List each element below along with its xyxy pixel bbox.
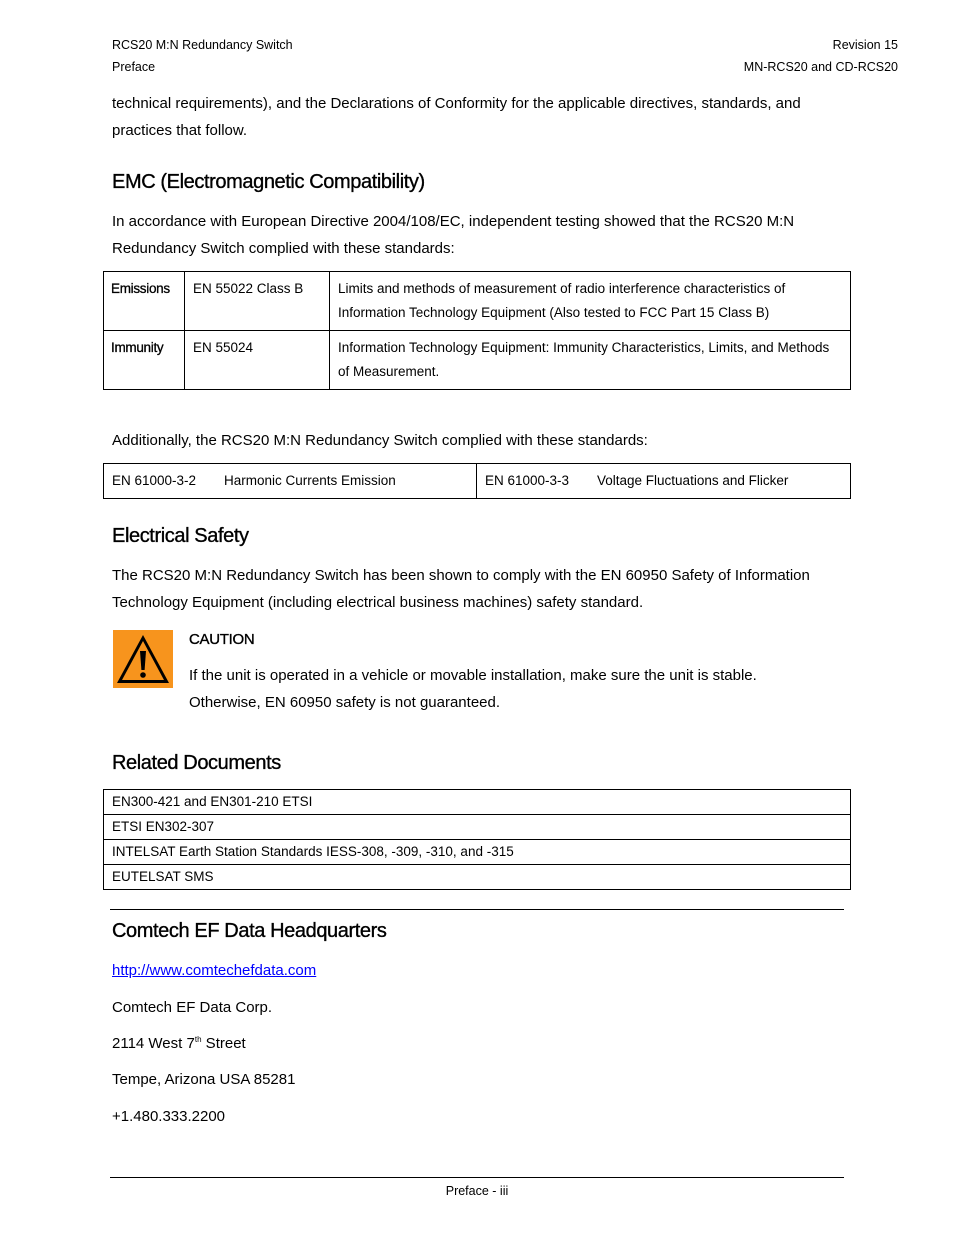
- header-revision: Revision 15: [832, 38, 898, 52]
- related-documents-table: [103, 789, 851, 890]
- additional-paragraph: Additionally, the RCS20 M:N Redundancy Switch complied with these standards:: [112, 432, 648, 449]
- related-document-item: EN300-421 and EN301-210 ETSI: [104, 790, 851, 815]
- table-row: [104, 464, 851, 499]
- hq-phone: +1.480.333.2200: [112, 1108, 226, 1125]
- additional-standard-description: Voltage Fluctuations and Flicker: [597, 473, 789, 488]
- emc-row-description: Limits and methods of measurement of radio interference characteristics of Information Technology Equipment (Also tested to FCC Part 15 Class B): [330, 272, 851, 331]
- hq-heading: Comtech EF Data Headquarters: [112, 920, 387, 942]
- header-doc-number: MN-RCS20 and CD-RCS20: [743, 60, 898, 74]
- additional-standard-code: EN 61000-3-3: [485, 473, 570, 488]
- intro-paragraph: technical requirements), and the Declarations of Conformity for the applicable directives, standards, and practices that follow.: [112, 95, 801, 139]
- hq-website-link[interactable]: http://www.comtechefdata.com: [112, 962, 317, 979]
- emc-row-standard: EN 55022 Class B: [185, 272, 330, 331]
- hq-street-ordinal: th: [194, 1035, 202, 1044]
- hq-street-prefix: 2114 West 7: [112, 1035, 195, 1052]
- hq-company: Comtech EF Data Corp.: [112, 999, 273, 1016]
- related-document-item: ETSI EN302-307: [104, 815, 851, 840]
- additional-standard-cell: [477, 464, 851, 499]
- footer-page-label: Preface - iii: [445, 1184, 509, 1198]
- related-document-item: EUTELSAT SMS: [104, 865, 851, 890]
- caution-title: CAUTION: [189, 631, 255, 648]
- emc-row-label: Immunity: [104, 331, 185, 390]
- caution-text: If the unit is operated in a vehicle or movable installation, make sure the unit is stable. Otherwise, EN 60950 safety is not guaranteed.: [189, 667, 757, 711]
- emc-paragraph: In accordance with European Directive 2004/108/EC, independent testing showed that the RCS20 M:N Redundancy Switch complied with these standards:: [112, 213, 795, 257]
- additional-standard-description: Harmonic Currents Emission: [224, 473, 396, 488]
- emc-heading: EMC (Electromagnetic Compatibility): [112, 171, 425, 193]
- footer-rule: [110, 1177, 844, 1178]
- section-divider: [110, 909, 844, 910]
- table-row: [104, 865, 851, 890]
- table-row: [104, 790, 851, 815]
- emc-standards-table: [103, 271, 851, 390]
- header-section: Preface: [112, 60, 156, 74]
- emc-row-label: Emissions: [104, 272, 185, 331]
- header-doc-title: RCS20 M:N Redundancy Switch: [112, 38, 293, 52]
- table-row: [104, 815, 851, 840]
- warning-triangle-icon: [113, 630, 173, 688]
- emc-row-description: Information Technology Equipment: Immunity Characteristics, Limits, and Methods of Measurement.: [330, 331, 851, 390]
- table-row: [104, 272, 851, 331]
- additional-standard-cell: [104, 464, 477, 499]
- hq-street-suffix: Street: [201, 1035, 246, 1052]
- hq-city: Tempe, Arizona USA 85281: [112, 1071, 296, 1088]
- safety-heading: Electrical Safety: [112, 525, 249, 547]
- additional-standards-table: [103, 463, 851, 499]
- related-heading: Related Documents: [112, 752, 281, 774]
- table-row: [104, 331, 851, 390]
- table-row: [104, 840, 851, 865]
- hq-street: [112, 1030, 246, 1057]
- related-document-item: INTELSAT Earth Station Standards IESS-308, -309, -310, and -315: [104, 840, 851, 865]
- safety-paragraph: The RCS20 M:N Redundancy Switch has been shown to comply with the EN 60950 Safety of Information Technology Equipment (including electrical business machines) safety standard.: [112, 567, 810, 611]
- emc-row-standard: EN 55024: [185, 331, 330, 390]
- additional-standard-code: EN 61000-3-2: [112, 473, 197, 488]
